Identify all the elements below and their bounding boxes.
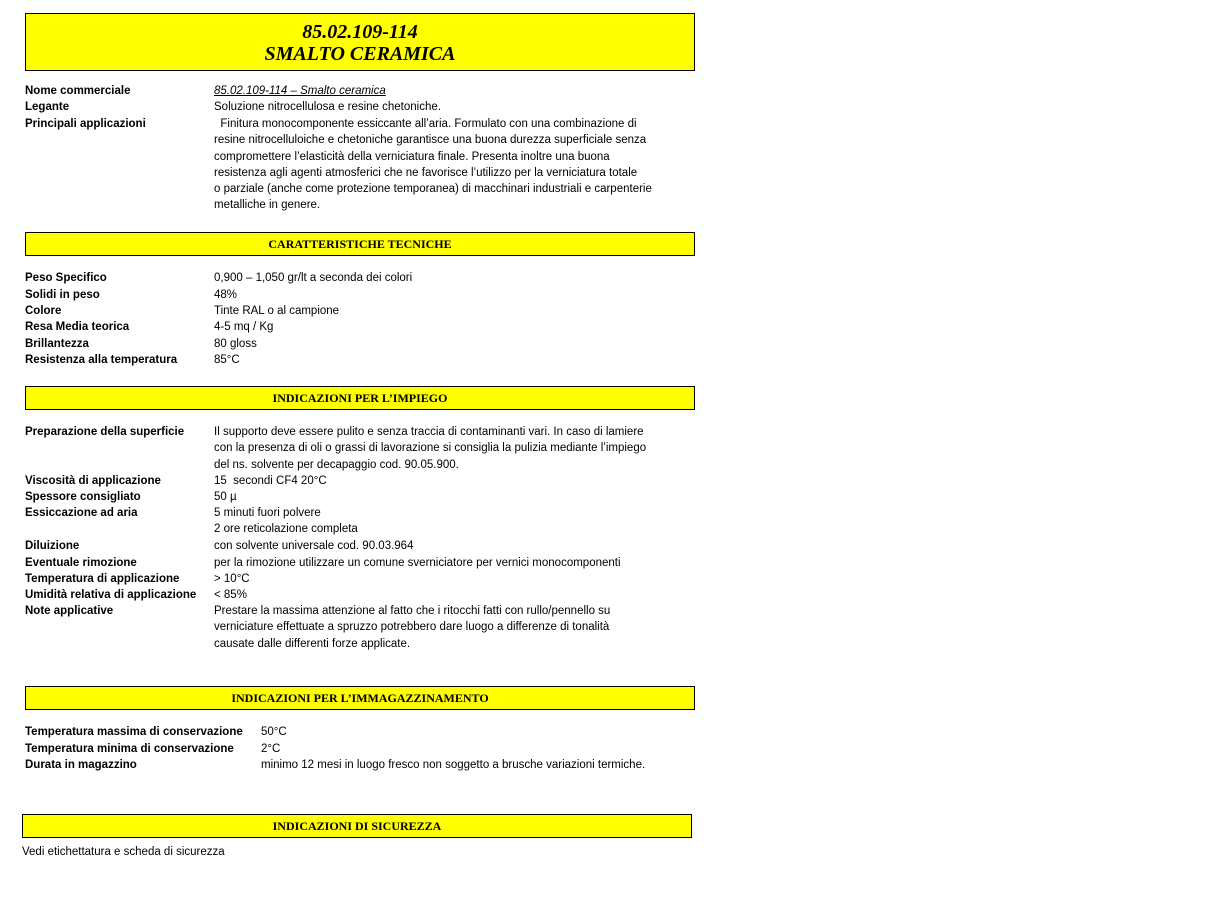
- label-spessore: Spessore consigliato: [25, 491, 141, 503]
- applicazioni-line: compromettere l’elasticità della verniciatura finale. Presenta inoltre una buona: [214, 150, 610, 163]
- value-preparazione-superficie: [214, 424, 694, 473]
- value-nome-commerciale: 85.02.109-114 – Smalto ceramica: [214, 85, 386, 97]
- applicazioni-line: Finitura monocomponente essiccante all’aria. Formulato con una combinazione di: [214, 118, 637, 130]
- label-viscosita: Viscosità di applicazione: [25, 475, 161, 487]
- label-peso-specifico: Peso Specifico: [25, 272, 107, 284]
- note-line: causate dalle differenti forze applicate.: [214, 637, 411, 650]
- section-indicazioni-impiego: INDICAZIONI PER L’IMPIEGO: [25, 386, 695, 410]
- preparazione-line: del ns. solvente per decapaggio cod. 90.05.900.: [214, 458, 459, 471]
- preparazione-line: con la presenza di oli o grassi di lavorazione si consiglia la pulizia mediante l’impiego: [214, 442, 647, 455]
- value-brillantezza: 80 gloss: [214, 338, 257, 350]
- value-temperatura-massima: 50°C: [261, 726, 287, 738]
- note-line: verniciature effettuate a spruzzo potrebbero dare luogo a differenze di tonalità: [214, 621, 610, 634]
- preparazione-line: Il supporto deve essere pulito e senza traccia di contaminanti vari. In caso di lamiere: [214, 426, 644, 438]
- section-indicazioni-immagazzinamento: INDICAZIONI PER L’IMMAGAZZINAMENTO: [25, 686, 695, 710]
- label-principali-applicazioni: Principali applicazioni: [25, 118, 146, 130]
- label-temperatura-massima: Temperatura massima di conservazione: [25, 726, 243, 738]
- label-legante: Legante: [25, 101, 70, 113]
- applicazioni-line: resistenza agli agenti atmosferici che ne favorisce l’utilizzo per la verniciatura totale: [214, 166, 638, 179]
- section-caratteristiche-tecniche: CARATTERISTICHE TECNICHE: [25, 232, 695, 256]
- label-essiccazione: Essiccazione ad aria: [25, 507, 138, 519]
- applicazioni-line: resine nitrocelluloiche e chetoniche garantisce una buona durezza superficiale senza: [214, 134, 647, 147]
- value-durata-magazzino: minimo 12 mesi in luogo fresco non soggetto a brusche variazioni termiche.: [261, 759, 646, 771]
- value-spessore: 50 µ: [214, 491, 237, 503]
- value-principali-applicazioni: [214, 116, 694, 214]
- section-indicazioni-sicurezza: INDICAZIONI DI SICUREZZA: [22, 814, 692, 838]
- essiccazione-line: 2 ore reticolazione completa: [214, 523, 358, 536]
- note-line: Prestare la massima attenzione al fatto che i ritocchi fatti con rullo/pennello su: [214, 605, 611, 617]
- label-nome-commerciale: Nome commerciale: [25, 85, 131, 97]
- label-resistenza-temperatura: Resistenza alla temperatura: [25, 354, 178, 366]
- label-colore: Colore: [25, 305, 62, 317]
- label-eventuale-rimozione: Eventuale rimozione: [25, 557, 137, 569]
- value-peso-specifico: 0,900 – 1,050 gr/lt a seconda dei colori: [214, 272, 413, 284]
- applicazioni-line: o parziale (anche come protezione temporanea) di macchinari industriali e carpenterie: [214, 183, 652, 196]
- label-umidita-relativa: Umidità relativa di applicazione: [25, 589, 197, 601]
- value-diluizione: con solvente universale cod. 90.03.964: [214, 540, 414, 552]
- value-colore: Tinte RAL o al campione: [214, 305, 340, 317]
- label-resa-media: Resa Media teorica: [25, 321, 130, 333]
- product-code: 85.02.109-114: [302, 21, 418, 43]
- value-eventuale-rimozione: per la rimozione utilizzare un comune sverniciatore per vernici monocomponenti: [214, 557, 621, 569]
- label-solidi-in-peso: Solidi in peso: [25, 289, 100, 301]
- value-temperatura-applicazione: > 10°C: [214, 573, 250, 585]
- value-resistenza-temperatura: 85°C: [214, 354, 240, 366]
- value-note-applicative: [214, 603, 694, 652]
- essiccazione-line: 5 minuti fuori polvere: [214, 507, 321, 519]
- value-umidita-relativa: < 85%: [214, 589, 247, 601]
- product-name: SMALTO CERAMICA: [264, 43, 456, 65]
- label-note-applicative: Note applicative: [25, 605, 114, 617]
- value-temperatura-minima: 2°C: [261, 743, 281, 755]
- label-temperatura-applicazione: Temperatura di applicazione: [25, 573, 180, 585]
- value-viscosita: 15 secondi CF4 20°C: [214, 475, 327, 487]
- value-legante: Soluzione nitrocellulosa e resine chetoniche.: [214, 101, 441, 113]
- value-solidi-in-peso: 48%: [214, 289, 238, 301]
- value-resa-media: 4-5 mq / Kg: [214, 321, 274, 333]
- label-diluizione: Diluizione: [25, 540, 80, 552]
- applicazioni-line: metalliche in genere.: [214, 199, 321, 212]
- label-temperatura-minima: Temperatura minima di conservazione: [25, 743, 234, 755]
- sicurezza-note: Vedi etichettatura e scheda di sicurezza: [22, 846, 225, 858]
- label-preparazione-superficie: Preparazione della superficie: [25, 426, 185, 438]
- label-brillantezza: Brillantezza: [25, 338, 89, 350]
- label-durata-magazzino: Durata in magazzino: [25, 759, 137, 771]
- value-essiccazione: [214, 505, 694, 538]
- title-banner: [25, 13, 695, 71]
